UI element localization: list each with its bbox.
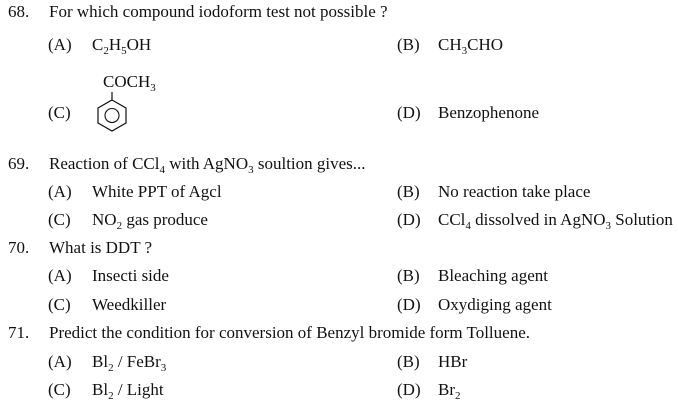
option-text[interactable]: $CH_3CHO$	[438, 35, 504, 57]
option-text[interactable]: $Br_2$	[438, 380, 461, 402]
question-text: What is DDT ?	[49, 238, 153, 257]
option-label[interactable]: (B)	[397, 182, 420, 201]
option-text[interactable]: $Bl_2$ / Light	[92, 380, 164, 402]
option-text[interactable]: $NO_2$ gas produce	[92, 210, 208, 232]
option-text[interactable]: Oxydiging agent	[438, 295, 552, 314]
option-label[interactable]: (C)	[48, 295, 71, 314]
option-label[interactable]: (A)	[48, 352, 72, 371]
benzene-ring-icon	[92, 92, 132, 134]
option-text[interactable]: $Bl_2$ / FeBr$_3$	[92, 352, 167, 374]
question-number: 68.	[8, 2, 30, 21]
option-text[interactable]: Weedkiller	[92, 295, 167, 314]
option-text[interactable]: HBr	[438, 352, 468, 371]
option-label[interactable]: (D)	[397, 103, 421, 122]
question-number: 71.	[8, 323, 30, 342]
option-label[interactable]: (C)	[48, 380, 71, 399]
option-text[interactable]: $C_2H_5OH$	[92, 35, 152, 57]
option-label[interactable]: (C)	[48, 103, 71, 122]
option-text[interactable]: White PPT of Agcl	[92, 182, 222, 201]
option-text[interactable]: CCl$_4$ dissolved in AgNO$_3$ Solution	[438, 210, 673, 232]
question-text: Predict the condition for conversion of Benzyl bromide form Tolluene.	[49, 323, 530, 342]
option-text[interactable]: No reaction take place	[438, 182, 591, 201]
structure-substituent-label: $COCH_3$	[103, 72, 156, 94]
option-label[interactable]: (A)	[48, 266, 72, 285]
option-label[interactable]: (D)	[397, 295, 421, 314]
question-number: 70.	[8, 238, 30, 257]
option-label[interactable]: (A)	[48, 35, 72, 54]
option-text[interactable]: Bleaching agent	[438, 266, 548, 285]
question-text: Reaction of CCl$_4$ with AgNO$_3$ soultion gives...	[49, 154, 366, 176]
option-text[interactable]: Benzophenone	[438, 103, 540, 122]
option-text[interactable]: Insecti side	[92, 266, 169, 285]
option-label[interactable]: (D)	[397, 210, 421, 229]
question-number: 69.	[8, 154, 30, 173]
question-text: For which compound iodoform test not possible ?	[49, 2, 388, 21]
option-label[interactable]: (B)	[397, 266, 420, 285]
option-label[interactable]: (D)	[397, 380, 421, 399]
option-label[interactable]: (B)	[397, 35, 420, 54]
option-label[interactable]: (A)	[48, 182, 72, 201]
option-label[interactable]: (C)	[48, 210, 71, 229]
option-label[interactable]: (B)	[397, 352, 420, 371]
